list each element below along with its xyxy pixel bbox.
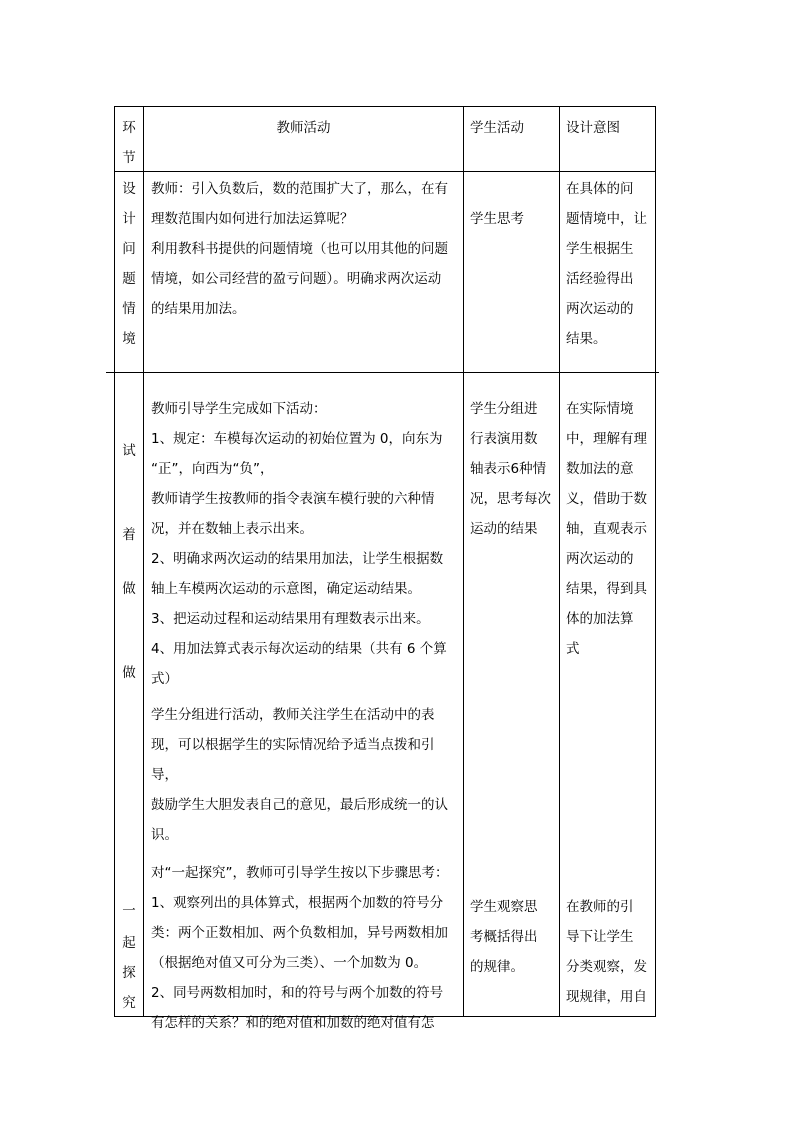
row2-design-intent-explore: 在教师的引 导下让学生 分类观察，发 现规律，用自 [566,899,647,1005]
column-divider [559,106,560,1017]
header-student-activity: 学生活动 [470,120,524,136]
row1-stage: 设 计 问 题 情 境 [122,181,136,347]
lesson-plan-table [114,106,656,1031]
row1-student-activity: 学生思考 [470,211,524,227]
row2-teacher-activity: 教师引导学生完成如下活动： 1、规定：车模每次运动的初始位置为 0，向东为 “正”，向西为“负”， 教师请学生按教师的指令表演车模行驶的六种情 况，并在数轴上表示出来。 2、明确求两次运动的结果用加法，让学生根据数 轴上车模两次运动的示意图，确定运动结果。 3、把运动过程和运动结果用有理数表示出来。 4、用加法算式表示每次运动的结果（共有 6 个算 式） 学生分组进行活动，教师关注学生在活动中的表 现，可以根据学生的实际情况给予适当点拨和引导， 鼓励学生大胆发表自己的意见，最后形成统一的认 识。 对“一起探究”，教师可引导学生按以下步骤思考： 1、观察列出的具体算式，根据两个加数的符号分 类：两个正数相加、两个负数相加，异号两数相加 （根据绝对值又可分为三类）、一个加数为 0。 2、同号两数相加时，和的符号与两个加数的符号 有怎样的关系？和的绝对值和加数的绝对值有怎 [151,401,449,1031]
header-stage: 环 节 [122,120,136,166]
column-divider [463,106,464,1017]
row2-stage-try: 试 着 做 做 [122,443,136,681]
column-divider [143,106,144,1017]
header-teacher-activity: 教师活动 [276,120,331,136]
row-divider [114,171,656,172]
row2-student-activity-explore: 学生观察思 考概括得出 的规律。 [470,899,538,975]
row1-design-intent: 在具体的问 题情境中，让 学生根据生 活经验得出 两次运动的 结果。 [566,181,647,347]
header-design-intent: 设计意图 [566,120,620,136]
table-border-right [655,106,656,1017]
table-border-top [114,106,656,107]
row2-design-intent-try: 在实际情境 中，理解有理 数加法的意 义，借助于数 轴，直观表示 两次运动的 结果，得到具 体的加法算 式 [566,401,647,657]
row2-stage-explore: 一 起 探 究 [122,903,136,1011]
row2-student-activity-try: 学生分组进 行表演用数 轴表示6种情 况，思考每次 运动的结果 [470,401,551,537]
row-divider [106,372,659,373]
row1-teacher-activity: 教师：引入负数后，数的范围扩大了，那么，在有 理数范围内如何进行加法运算呢？ 利用教科书提供的问题情境（也可以用其他的问题 情境，如公司经营的盈亏问题）。明确求两次运动 的结果用加法。 [151,181,448,317]
